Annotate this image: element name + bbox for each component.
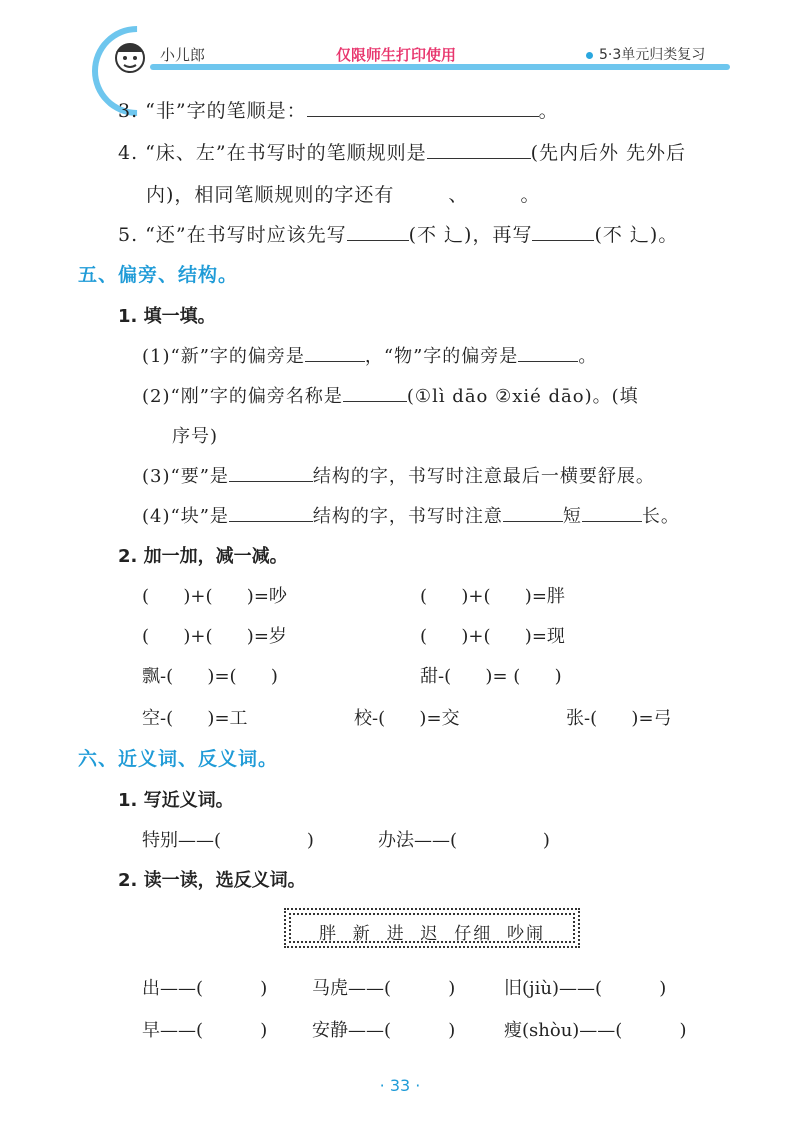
answer-blank[interactable]: [427, 140, 531, 159]
antonym-zao[interactable]: 早——( ): [142, 1020, 268, 1041]
answer-blank[interactable]: [305, 343, 365, 362]
equation-row-2a[interactable]: ( )+( )=岁: [142, 626, 287, 647]
header-unit-label: 5·3单元归类复习: [599, 47, 706, 63]
item-3: [142, 462, 655, 488]
question-4-continued: [146, 180, 540, 207]
antonym-jiu[interactable]: 旧(jiù)——( ): [504, 978, 667, 999]
section-6-sub-2: 2. 读一读，选反义词。: [118, 870, 306, 891]
question-4-end: 。: [520, 184, 541, 206]
item-2-continued: 序号): [172, 426, 219, 447]
section-5-title: 五、偏旁、结构。: [78, 264, 239, 286]
item-4-text: (4)“块”是: [142, 506, 229, 527]
antonym-shou[interactable]: 瘦(shòu)——( ): [504, 1020, 687, 1041]
item-1-text: (1)“新”字的偏旁是: [142, 346, 305, 367]
word-bank: 胖 新 进 迟 仔细 吵闹: [318, 924, 546, 944]
mascot-icon: [106, 38, 154, 78]
question-5-text: 5. “还”在书写时应该先写: [118, 224, 347, 246]
question-4-text-2: 内)，相同笔顺规则的字还有: [146, 184, 395, 206]
section-5-sub-1: 1. 填一填。: [118, 306, 216, 327]
synonym-2[interactable]: 办法——( ): [378, 830, 550, 851]
item-1-end: 。: [578, 346, 598, 367]
equation-row-3a[interactable]: 飘-( )=( ): [142, 666, 278, 687]
question-3-text: 3. “非”字的笔顺是：: [118, 100, 307, 122]
equation-row-1b[interactable]: ( )+( )=胖: [420, 586, 565, 607]
answer-blank[interactable]: [347, 222, 409, 241]
answer-blank[interactable]: [503, 503, 563, 522]
item-2: [142, 382, 639, 408]
answer-blank[interactable]: [229, 463, 313, 482]
item-4-end: 长。: [641, 506, 680, 527]
answer-blank[interactable]: [582, 503, 642, 522]
separator: 、: [448, 184, 469, 206]
section-6-sub-1: 1. 写近义词。: [118, 790, 234, 811]
item-1-text-2: ，“物”字的偏旁是: [364, 346, 519, 367]
item-4-short: 短: [562, 506, 582, 527]
answer-blank[interactable]: [307, 98, 539, 117]
antonym-chu[interactable]: 出——( ): [142, 978, 268, 999]
answer-blank[interactable]: [229, 503, 313, 522]
equation-row-3b[interactable]: 甜-( )= ( ): [420, 666, 562, 687]
bullet-icon: [586, 52, 593, 59]
header-series-name: 小儿郎: [160, 46, 206, 64]
answer-blank[interactable]: [518, 343, 578, 362]
item-1: [142, 342, 597, 368]
question-4-options: (先内后外 先外后: [530, 142, 687, 164]
header-unit-title: [586, 44, 705, 64]
antonym-mahu[interactable]: 马虎——( ): [312, 978, 456, 999]
equation-row-4c[interactable]: 张-( )=弓: [566, 708, 672, 729]
item-3-text: (3)“要”是: [142, 466, 229, 487]
item-4: [142, 502, 680, 528]
question-5-end: (不 辶)。: [594, 224, 679, 246]
question-4-text: 4. “床、左”在书写时的笔顺规则是: [118, 142, 427, 164]
question-3-end: 。: [538, 100, 559, 122]
word-bank-box: [284, 908, 580, 948]
page-number: · 33 ·: [379, 1076, 421, 1095]
equation-row-2b[interactable]: ( )+( )=现: [420, 626, 565, 647]
antonym-anjing[interactable]: 安静——( ): [312, 1020, 456, 1041]
answer-blank[interactable]: [532, 222, 594, 241]
equation-row-4a[interactable]: 空-( )=工: [142, 708, 248, 729]
question-5: [118, 220, 678, 247]
question-3: [118, 96, 559, 123]
section-6-title: 六、近义词、反义词。: [78, 748, 279, 770]
item-2-text: (2)“刚”字的偏旁名称是: [142, 386, 343, 407]
question-4: [118, 138, 686, 165]
answer-blank[interactable]: [343, 383, 407, 402]
synonym-1[interactable]: 特别——( ): [142, 830, 314, 851]
section-5-sub-2: 2. 加一加，减一减。: [118, 546, 288, 567]
item-3-text-2: 结构的字，书写时注意最后一横要舒展。: [312, 466, 655, 487]
question-5-text-2: (不 辶)，再写: [408, 224, 533, 246]
header-watermark: 仅限师生打印使用: [336, 46, 457, 64]
item-2-options: (①lì dāo ②xié dāo)。(填: [406, 386, 639, 407]
equation-row-1a[interactable]: ( )+( )=吵: [142, 586, 287, 607]
item-4-text-2: 结构的字，书写时注意: [312, 506, 503, 527]
equation-row-4b[interactable]: 校-( )=交: [354, 708, 460, 729]
